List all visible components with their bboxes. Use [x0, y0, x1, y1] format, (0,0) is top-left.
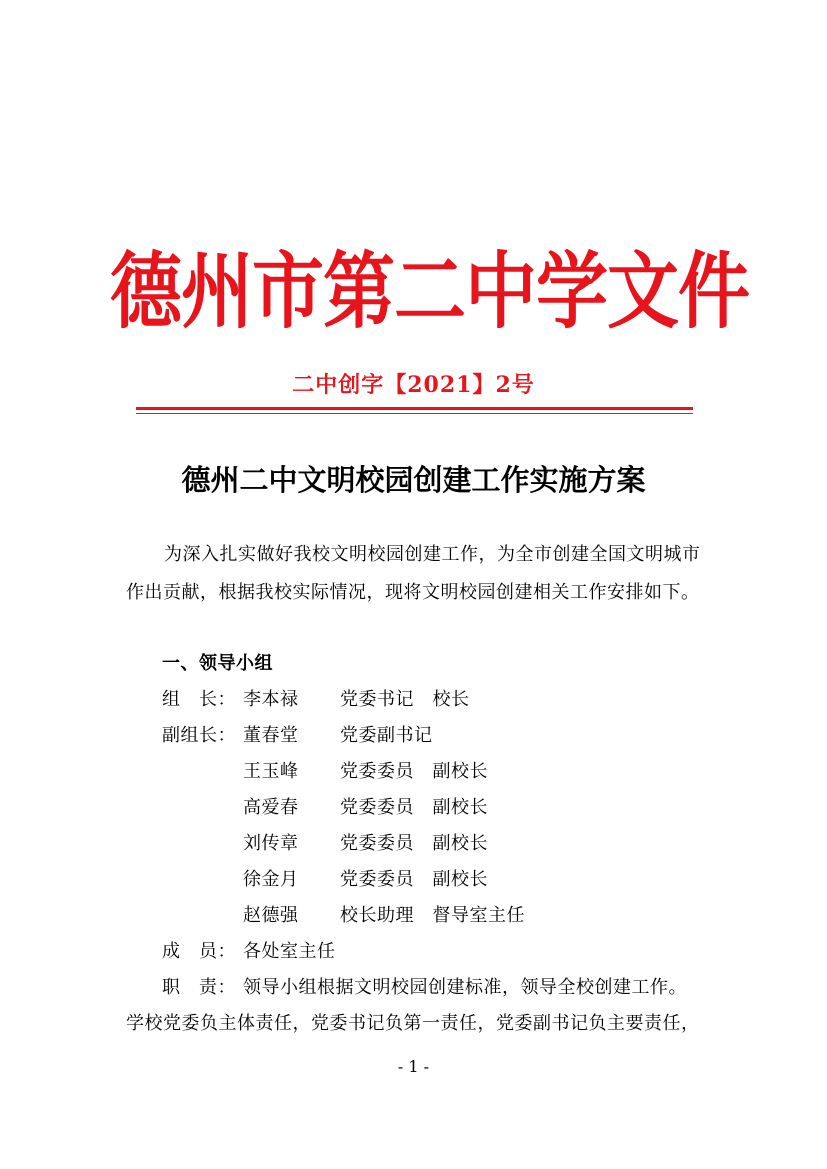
duties-text-line1: 领导小组根据文明校园创建标准，领导全校创建工作。	[243, 977, 687, 998]
duties-label: 职 责：	[162, 977, 236, 998]
deputy-roles: 党委委员 副校长	[340, 797, 488, 818]
deputy-name: 刘传章	[243, 833, 299, 854]
members-value: 各处室主任	[243, 941, 336, 962]
intro-paragraph	[126, 536, 706, 612]
deputy-name: 董春堂	[243, 725, 299, 746]
red-divider-thick	[136, 407, 693, 410]
red-divider-thin	[136, 413, 693, 414]
masthead-title: 德州市第二中学文件	[110, 242, 750, 340]
leader-label: 组 长：	[162, 689, 236, 710]
document-title: 德州二中文明校园创建工作实施方案	[181, 463, 646, 497]
deputy-name: 高爱春	[243, 797, 299, 818]
duties-text-line2: 学校党委负主体责任，党委书记负第一责任，党委副书记负主要责任，	[126, 1013, 700, 1034]
deputy-roles: 党委委员 副校长	[340, 833, 488, 854]
deputy-roles: 校长助理 督导室主任	[340, 905, 525, 926]
page-number: - 1 -	[397, 1057, 430, 1076]
intro-text: 为深入扎实做好我校文明校园创建工作，为全市创建全国文明城市作出贡献，根据我校实际情况，现将文明校园创建相关工作安排如下。	[126, 544, 701, 603]
deputy-name: 王玉峰	[243, 761, 299, 782]
deputy-name: 徐金月	[243, 869, 299, 890]
deputy-roles: 党委副书记	[340, 725, 433, 746]
document-number: 二中创字【2021】2号	[292, 372, 535, 398]
leader-roles: 党委书记 校长	[340, 689, 470, 710]
deputy-roles: 党委委员 副校长	[340, 761, 488, 782]
leader-name: 李本禄	[243, 689, 299, 710]
section-heading: 一、领导小组	[162, 653, 273, 674]
members-label: 成 员：	[162, 941, 236, 962]
deputy-roles: 党委委员 副校长	[340, 869, 488, 890]
deputy-name: 赵德强	[243, 905, 299, 926]
deputies-label: 副组长：	[162, 725, 236, 746]
